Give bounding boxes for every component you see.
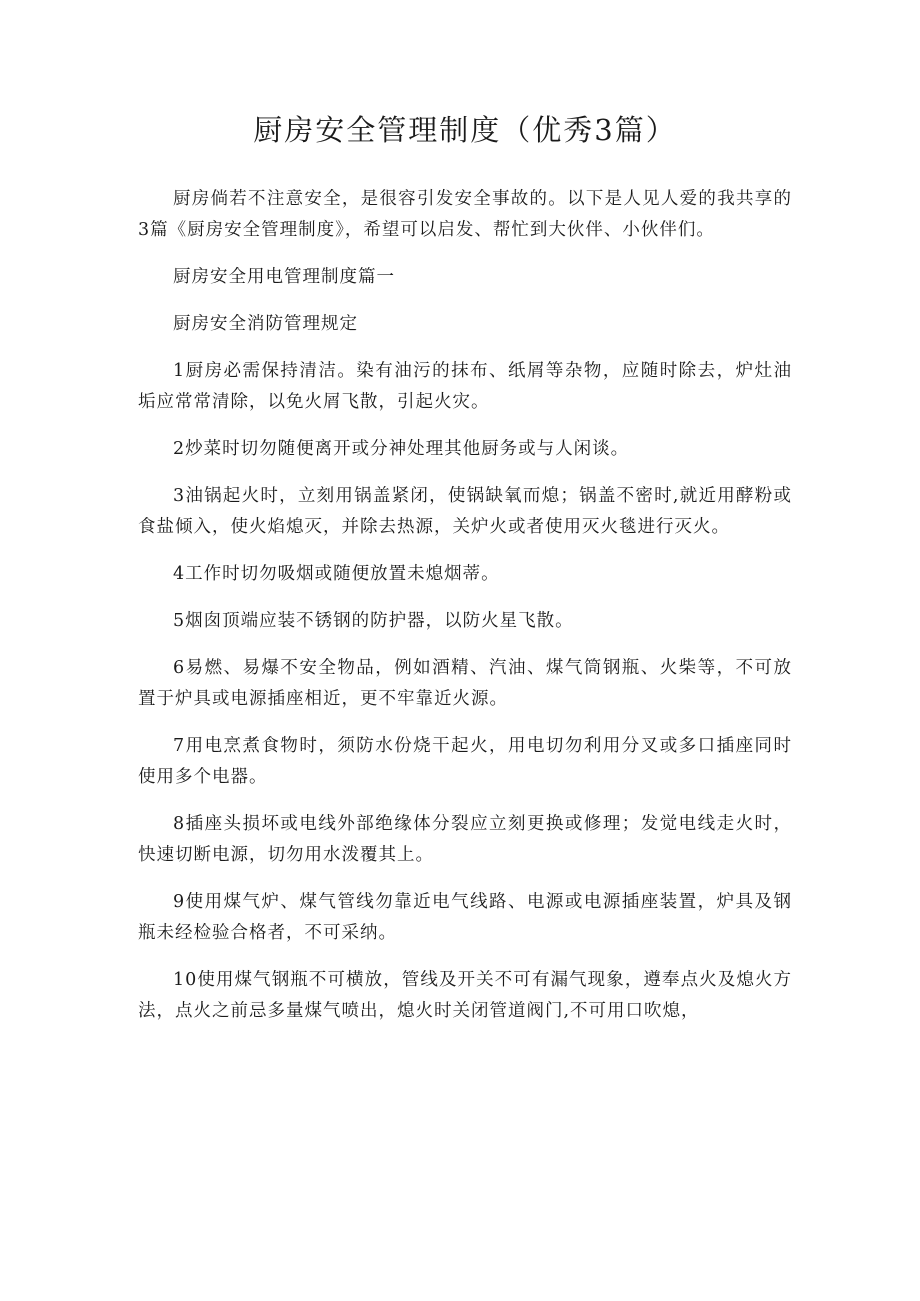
rule-item-2: 2炒菜时切勿随便离开或分神处理其他厨务或与人闲谈。 [173,439,630,459]
intro-paragraph: 厨房倘若不注意安全，是很容引发安全事故的。以下是人见人爱的我共享的3篇《厨房安全管理制度》，希望可以启发、帮忙到大伙伴、小伙伴们。 [138,189,792,240]
rule-item-4: 4工作时切勿吸烟或随便放置未熄烟蒂。 [173,564,500,584]
section-subheading: 厨房安全消防管理规定 [173,314,358,334]
document-title: 厨房安全管理制度（优秀3篇） [253,113,677,147]
rule-item-8: 8插座头损坏或电线外部绝缘体分裂应立刻更换或修理；发觉电线走火时，快速切断电源，切勿用水泼覆其上。 [138,814,792,865]
section-heading: 厨房安全用电管理制度篇一 [173,267,395,287]
rule-item-1: 1厨房必需保持清洁。染有油污的抹布、纸屑等杂物，应随时除去，炉灶油垢应常常清除，以免火屑飞散，引起火灾。 [138,361,792,412]
rule-item-10: 10使用煤气钢瓶不可横放，管线及开关不可有漏气现象，遵奉点火及熄火方法，点火之前忌多量煤气喷出，熄火时关闭管道阀门,不可用口吹熄， [138,970,792,1021]
rule-item-6: 6易燃、易爆不安全物品，例如酒精、汽油、煤气筒钢瓶、火柴等，不可放置于炉具或电源插座相近，更不牢靠近火源。 [138,658,792,709]
rule-item-3: 3油锅起火时，立刻用锅盖紧闭，使锅缺氧而熄；锅盖不密时,就近用酵粉或食盐倾入，使火焰熄灭，并除去热源，关炉火或者使用灭火毯进行灭火。 [138,486,792,537]
rule-item-5: 5烟囱顶端应装不锈钢的防护器，以防火星飞散。 [173,611,574,631]
rule-item-9: 9使用煤气炉、煤气管线勿靠近电气线路、电源或电源插座装置，炉具及钢瓶未经检验合格者，不可采纳。 [138,892,792,943]
rule-item-7: 7用电烹煮食物时，须防水份烧干起火，用电切勿利用分叉或多口插座同时使用多个电器。 [138,736,792,787]
